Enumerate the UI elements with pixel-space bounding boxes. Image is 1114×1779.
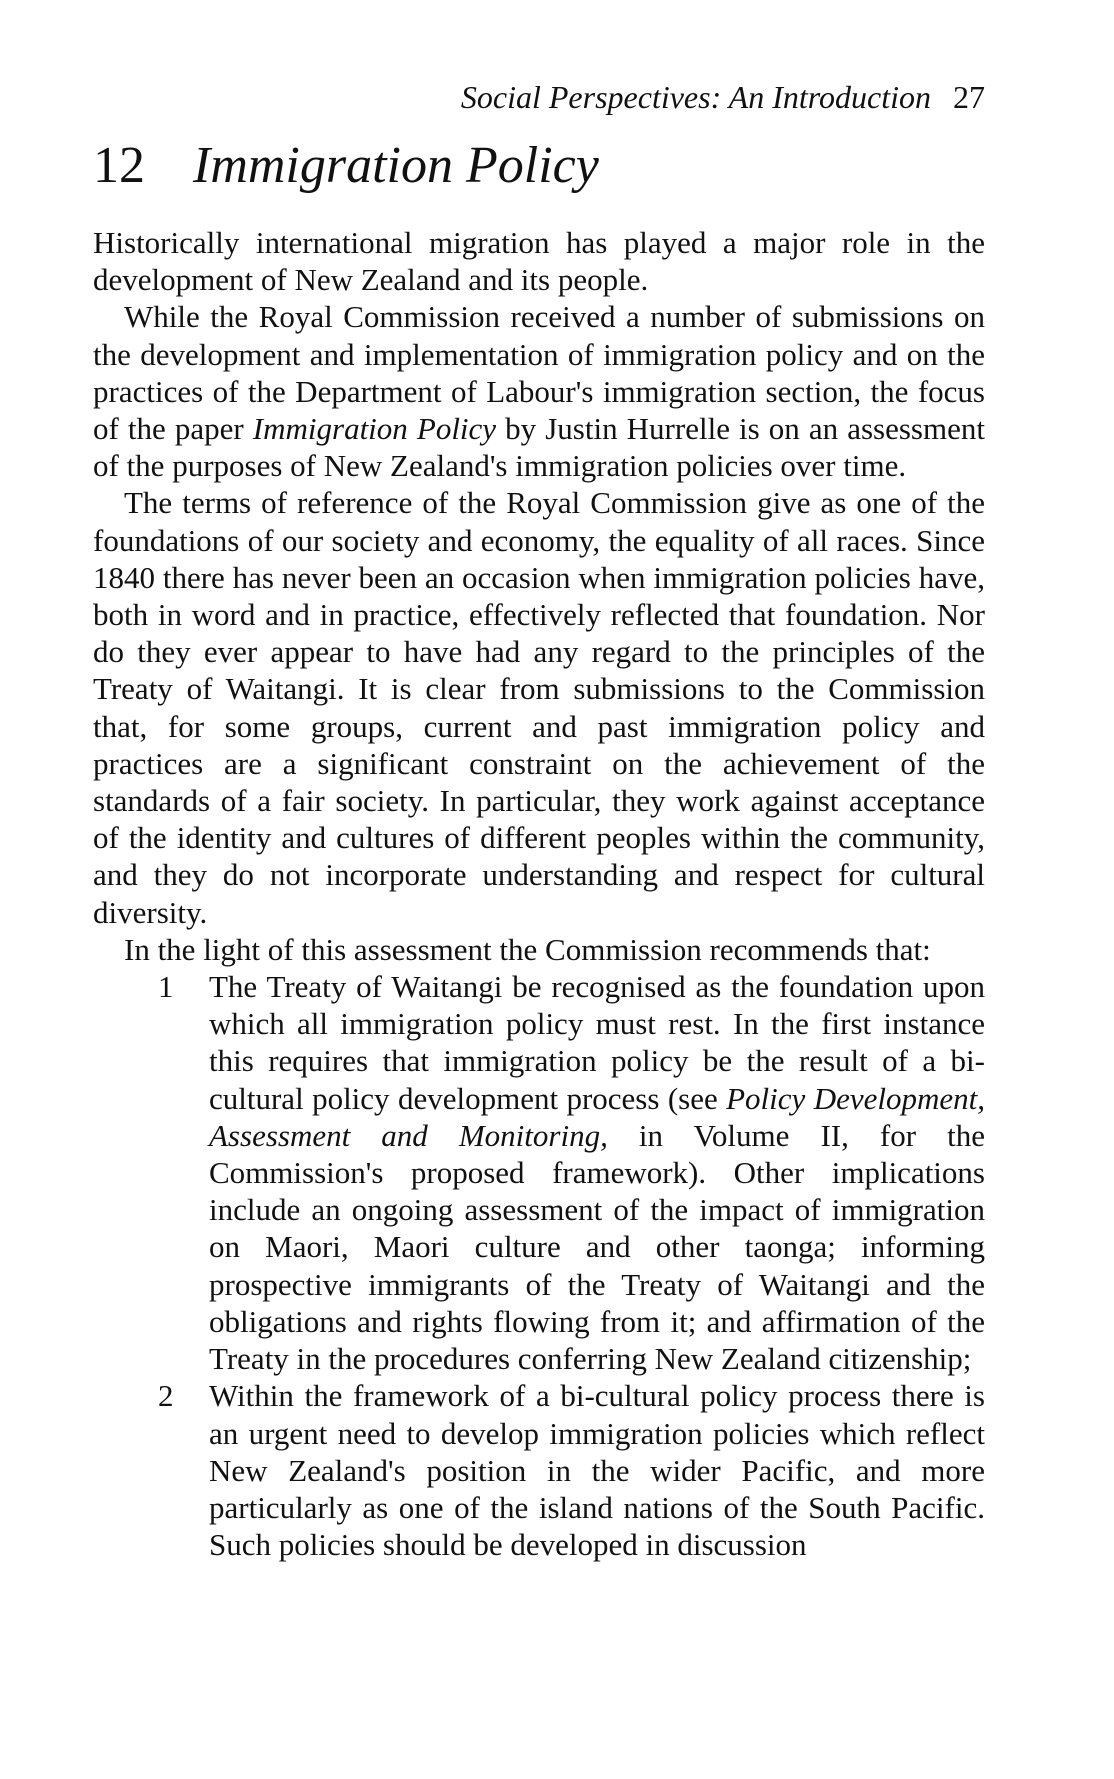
paragraph-3: The terms of reference of the Royal Commission give as one of the foundations of our society and economy, the equality of all races. Since 1840 there has never been an occasion when immigration policies have, both in word and in practice, effectively reflected that foundation. Nor do they ever appear to have had any regard to the principles of the Treaty of Waitangi. It is clear from submissions to the Commission that, for some groups, current and past immigration policy and practices are a significant constraint on the achievement of the standards of a fair society. In particular, they work against acceptance of the identity and cultures of different peoples within the community, and they do not incorporate understanding and respect for cultural diversity. (93, 485, 985, 930)
recommendation-number: 2 (158, 1378, 174, 1414)
recommendation-text: Within the framework of a bi-cultural policy process there is an urgent need to develop immigration policies which reflect New Zealand's position in the wider Pacific, and more particularly as one of the island nations of the South Pacific. Such policies should be developed in discussion (209, 1378, 985, 1563)
recommendation-text-b: in Volume II, for the Commission's proposed framework). Other implications include an ongoing assessment of the impact of immigration on Maori, Maori culture and other taonga; informing prospective immigrants of the Treaty of Waitangi and the obligations and rights flowing from it; and affirmation of the Treaty in the procedures conferring New Zealand citizenship; (209, 1117, 986, 1377)
running-header (93, 78, 985, 116)
recommendation-item (93, 968, 985, 1377)
paragraph-2 (93, 298, 985, 484)
paragraph-1: Historically international migration has played a major role in the development of New Zealand and its people. (93, 225, 985, 298)
page-number: 27 (953, 79, 985, 115)
paragraph-2-text-b: by Justin Hurrelle is on an assessment of the purposes of New Zealand's immigration policies over time. (93, 411, 985, 484)
recommendation-list (93, 968, 985, 1563)
paper-title: Immigration Policy (252, 411, 497, 447)
reference-title: Policy Development, Assessment and Monitoring, (209, 1080, 985, 1153)
book-page (93, 78, 985, 1563)
recommendation-number: 1 (158, 969, 174, 1005)
chapter-number: 12 (93, 137, 145, 194)
paragraph-2-text-a: While the Royal Commission received a number of submissions on the development and implementation of immigration policy and on the practices of the Department of Labour's immigration section, the focus of the paper (93, 299, 985, 447)
running-title: Social Perspectives: An Introduction (460, 79, 931, 115)
chapter-title: Immigration Policy (193, 137, 599, 194)
recommendation-item (93, 1377, 985, 1563)
body-text (93, 224, 985, 1563)
paragraph-4: In the light of this assessment the Commission recommends that: (124, 931, 931, 967)
recommendation-text-a: The Treaty of Waitangi be recognised as the foundation upon which all immigration policy must rest. In the first instance this requires that immigration policy be the result of a bi-cultural policy development process (see (209, 969, 985, 1116)
chapter-heading (93, 134, 985, 198)
